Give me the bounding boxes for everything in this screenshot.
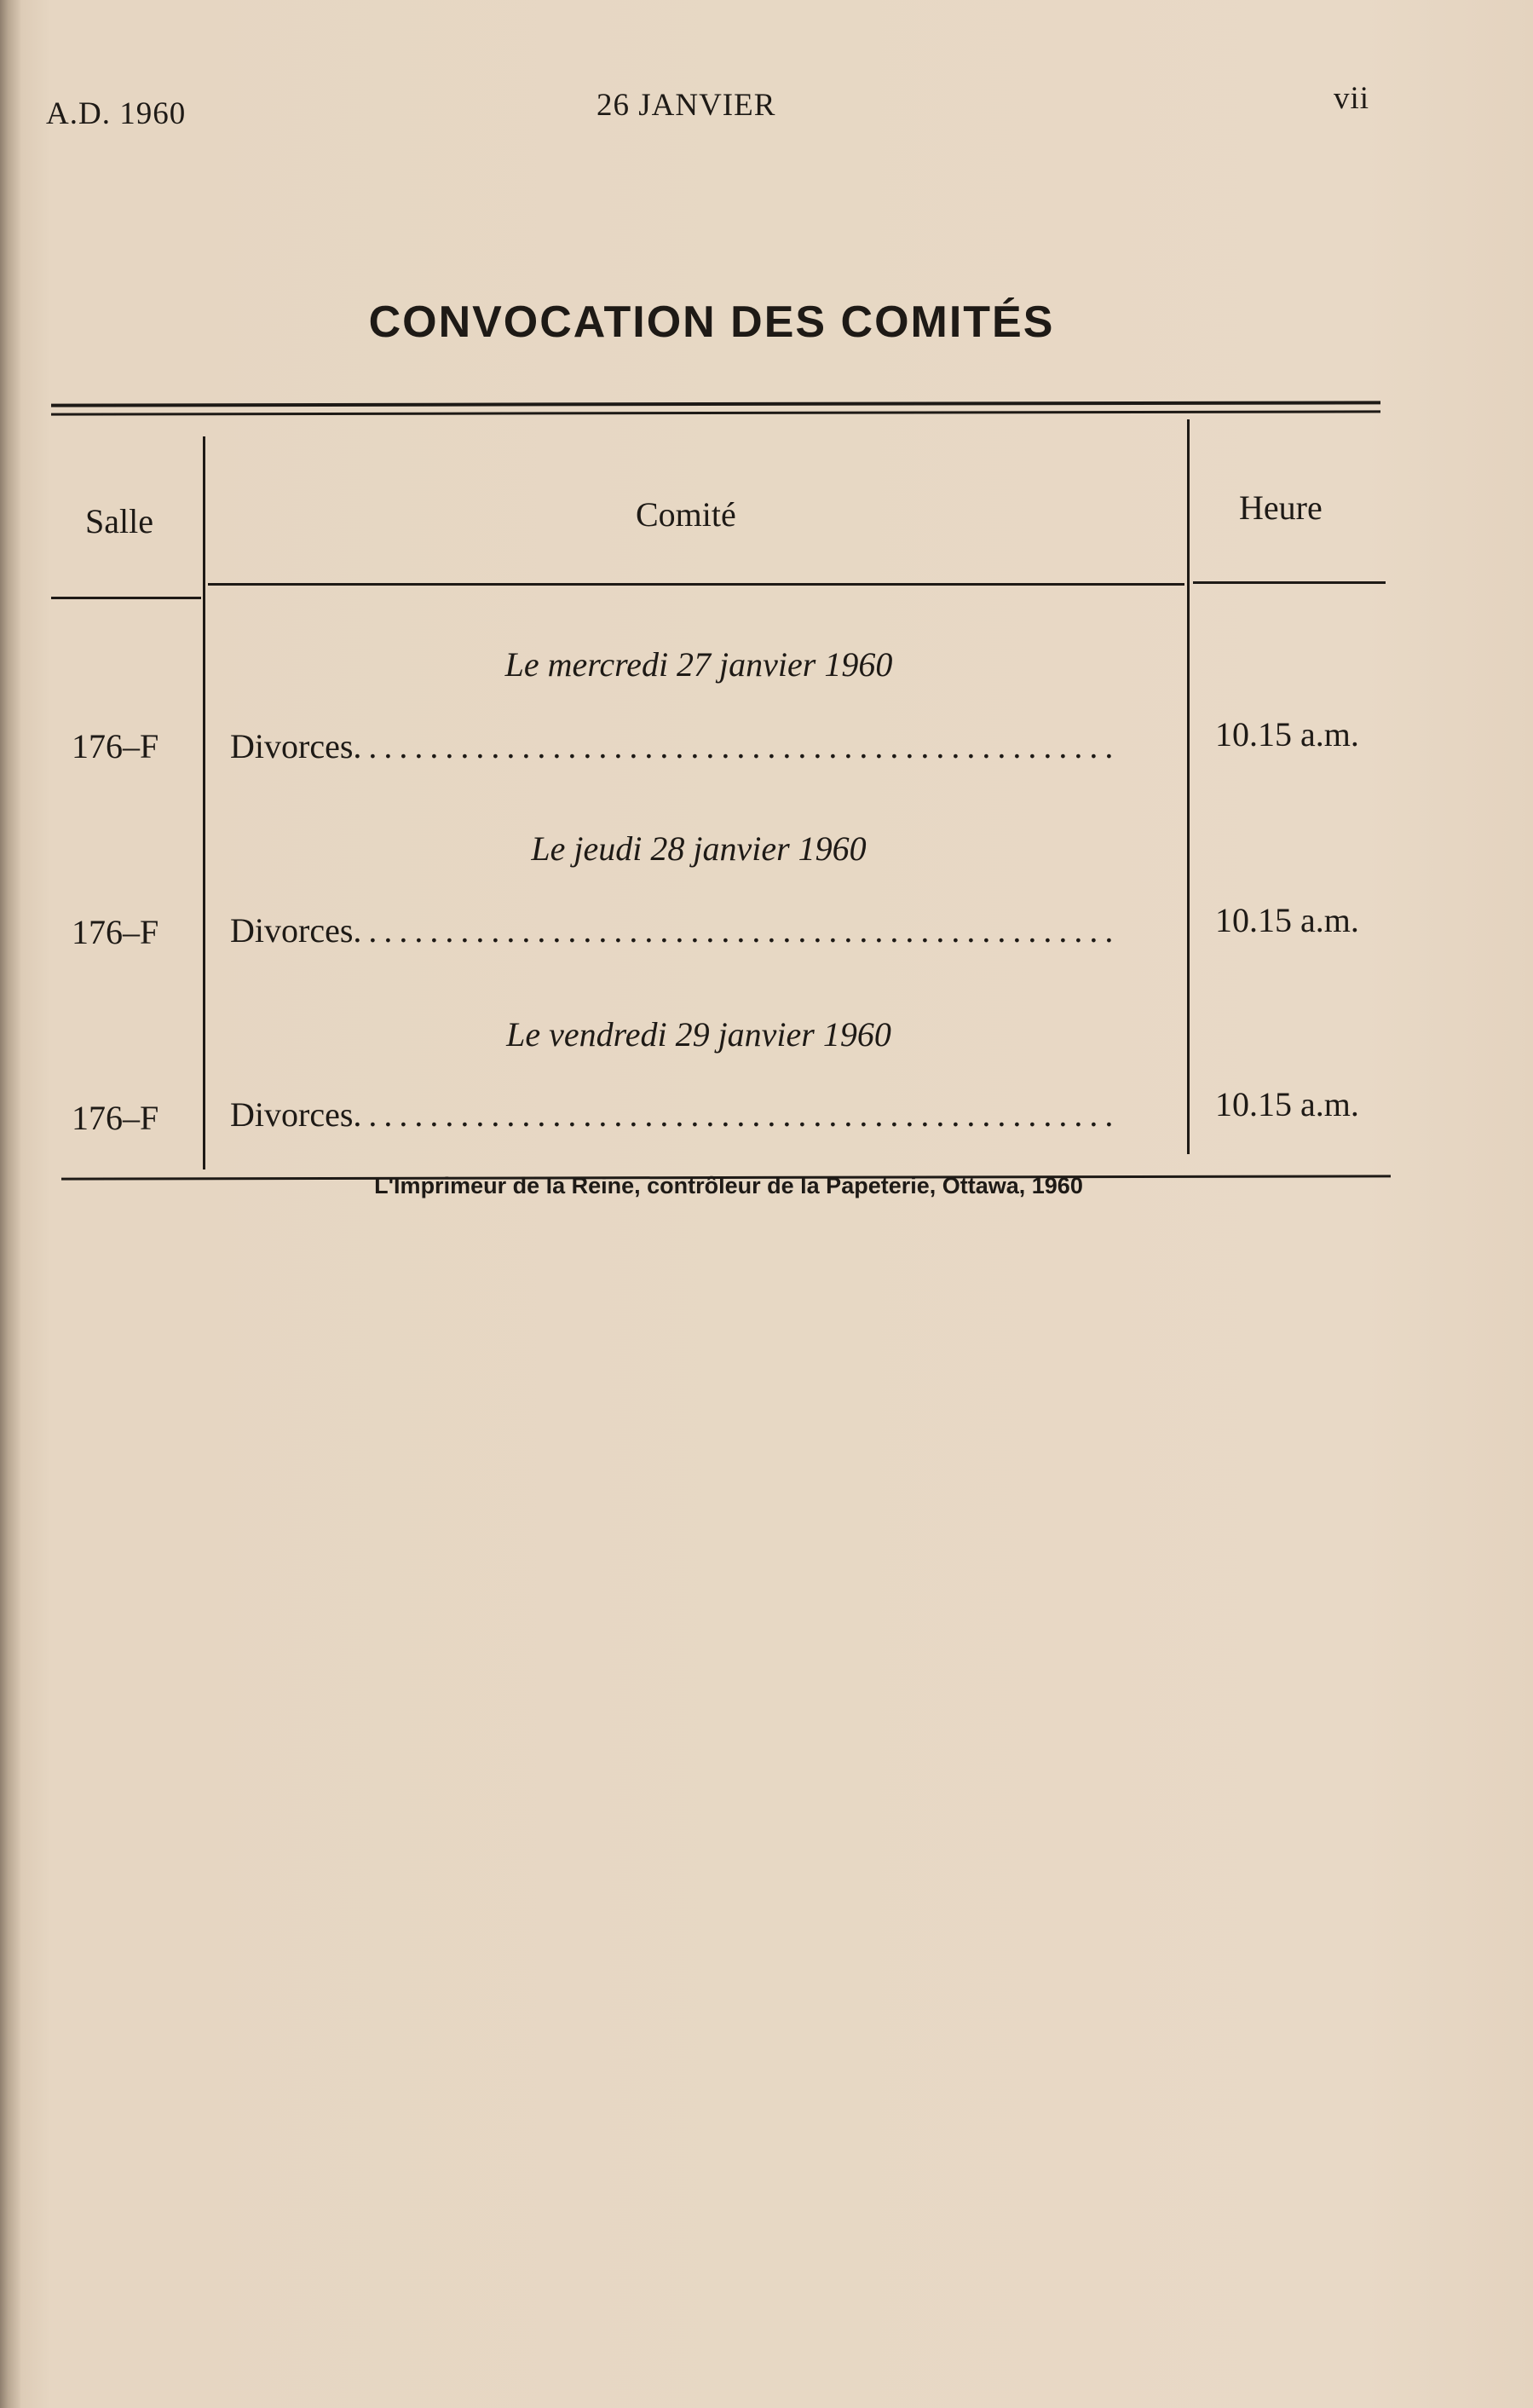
column-header-time: Heure xyxy=(1239,488,1323,527)
table-top-rule xyxy=(51,401,1380,407)
running-head-date: 26 JANVIER xyxy=(596,88,776,123)
column-divider-time xyxy=(1187,419,1190,1154)
room-cell: 176–F xyxy=(72,1099,159,1137)
running-head-year: A.D. 1960 xyxy=(46,96,187,131)
time-cell: 10.15 a.m. xyxy=(1215,901,1359,939)
dot-leader: .................................................. xyxy=(353,727,1121,765)
room-cell: 176–F xyxy=(72,913,159,951)
committee-cell xyxy=(230,1094,1184,1135)
header-underline-time xyxy=(1193,581,1386,584)
day-heading: Le vendredi 29 janvier 1960 xyxy=(506,1015,891,1054)
committee-name: Divorces xyxy=(230,727,354,765)
page-number: vii xyxy=(1334,81,1370,116)
committee-cell xyxy=(230,726,1184,766)
column-header-room: Salle xyxy=(85,502,153,540)
page-title: CONVOCATION DES COMITÉS xyxy=(368,297,1055,347)
column-header-committee: Comité xyxy=(636,495,736,534)
dot-leader: .................................................. xyxy=(353,911,1121,950)
day-heading: Le jeudi 28 janvier 1960 xyxy=(531,829,867,868)
committee-cell xyxy=(230,910,1184,950)
page-binding-edge xyxy=(0,0,20,2408)
printer-imprint: L'Imprimeur de la Reine, contrôleur de la Papeterie, Ottawa, 1960 xyxy=(374,1173,1083,1198)
header-underline-room xyxy=(51,597,201,599)
header-underline-committee xyxy=(208,583,1184,586)
dot-leader: .................................................. xyxy=(353,1095,1121,1134)
table-top-rule-secondary xyxy=(51,410,1380,415)
time-cell: 10.15 a.m. xyxy=(1215,1085,1359,1123)
day-heading: Le mercredi 27 janvier 1960 xyxy=(504,645,893,684)
time-cell: 10.15 a.m. xyxy=(1215,715,1359,754)
room-cell: 176–F xyxy=(72,727,159,765)
committee-name: Divorces xyxy=(230,911,354,950)
committee-name: Divorces xyxy=(230,1095,354,1134)
column-divider-room xyxy=(203,436,205,1169)
